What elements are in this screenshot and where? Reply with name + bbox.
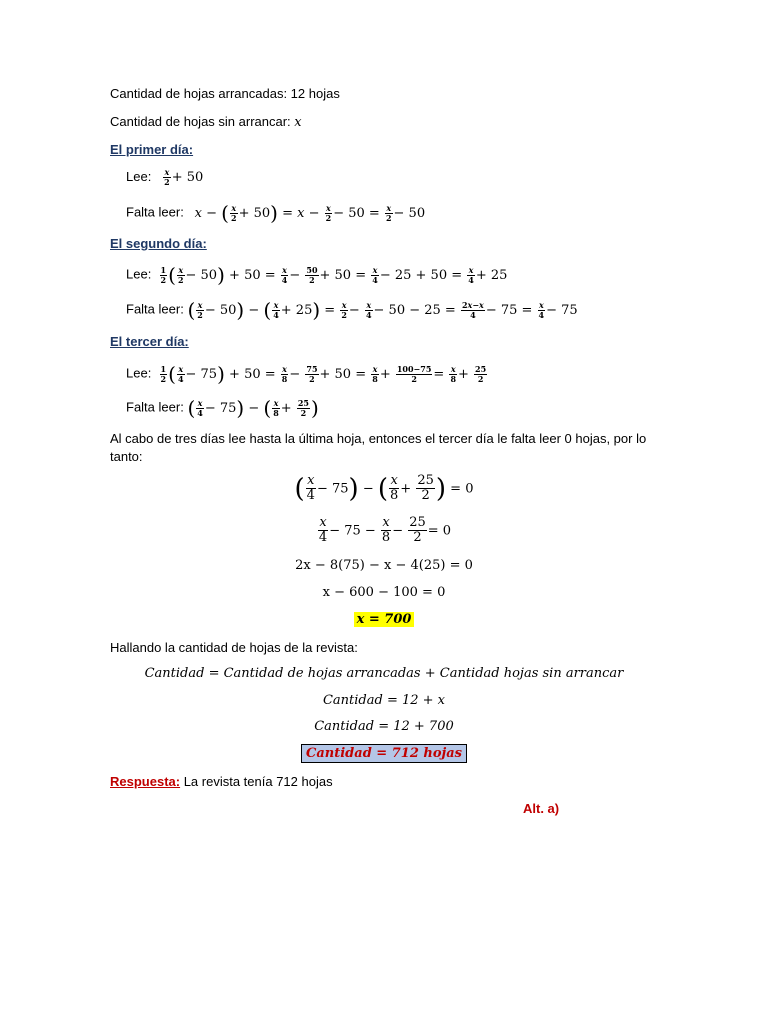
revista-intro: Hallando la cantidad de hojas de la revista: — [110, 640, 358, 655]
intro-line-2: Cantidad de hojas sin arrancar: x — [110, 114, 302, 130]
conclusion-line-1: Al cabo de tres días lee hasta la última hoja, entonces el tercer día le falta leer 0 hojas, por lo — [110, 431, 647, 446]
day2-read: Lee: $\frac{1}{2}$ ( $\frac{x}{2}$ − 50) + 50 = $\frac{x}{4}$ − $\frac{50}{2}$ + 50 = $\frac{x}{4}$ − 25 + 50 = $\frac{x}{4}$ + 25 — [126, 263, 508, 287]
conclusion-line-2: tanto: — [110, 449, 143, 464]
day1-missing: Falta leer: x − ( $\frac{x}{2}$ + 50) = x − $\frac{x}{2}$ − 50 = $\frac{x}{2}$ − 50 — [126, 201, 426, 225]
revista-eq-1: Cantidad = 12 + x — [322, 693, 446, 708]
revista-final — [0, 744, 768, 763]
day2-read-expr: $\frac{1}{2}$ ( $\frac{x}{2}$ − 50) + 50 = $\frac{x}{4}$ − $\frac{50}{2}$ + 50 = $\frac{x}{4}$ − 25 + 50 = $\frac{x}{4}$ + 25 — [160, 263, 508, 287]
day2-missing: Falta leer: ( $\frac{x}{2}$ − 50) − ( $\frac{x}{4}$ + 25) = $\frac{x}{2}$ − $\frac{x}{4}$ − 50 − 25 = $\frac{2x-x}{4}$ − 75 = $\frac{x}{4}$ − 75 — [126, 298, 578, 322]
answer-line — [110, 774, 333, 790]
var-x: x — [294, 115, 302, 130]
revista-eq-2: Cantidad = 12 + 700 — [314, 719, 454, 734]
day2-heading: El segundo día: — [110, 236, 207, 251]
solve-eq-3: 2x − 8(75) − x − 4(25) = 0 — [295, 558, 473, 573]
final-answer-box: Cantidad = 712 hojas — [301, 744, 467, 763]
day3-heading: El tercer día: — [110, 334, 189, 349]
day1-heading: El primer día: — [110, 142, 194, 157]
revista-formula: Cantidad = Cantidad de hojas arrancadas + Cantidad hojas sin arrancar — [144, 666, 624, 681]
day2-missing-expr: ( $\frac{x}{2}$ − 50) − ( $\frac{x}{4}$ + 25) = $\frac{x}{2}$ − $\frac{x}{4}$ − 50 − 25 = $\frac{2x-x}{4}$ − 75 = $\frac{x}{4}$ − 75 — [187, 298, 578, 322]
alternative-label: Alt. a) — [523, 801, 560, 816]
day3-read: Lee: $\frac{1}{2}$ ( $\frac{x}{4}$ − 75) + 50 = $\frac{x}{8}$ − $\frac{75}{2}$ + 50 = $\frac{x}{8}$ + $\frac{100-75}{2}$ = $\frac{x}{8}$ + $\frac{25}{2}$ — [126, 362, 487, 386]
solve-result — [0, 612, 768, 627]
solve-eq-1: ( $\frac{x}{4}$ − 75) − ( $\frac{x}{8}$ + $\frac{25}{2}$ ) = 0 — [294, 473, 474, 504]
intro-line-1: Cantidad de hojas arrancadas: 12 hojas — [110, 86, 340, 101]
day1-missing-expr: x − ( $\frac{x}{2}$ + 50) = x − $\frac{x}{2}$ − 50 = $\frac{x}{2}$ − 50 — [194, 201, 426, 225]
solve-eq-2: $\frac{x}{4}$ − 75 − $\frac{x}{8}$ − $\frac{25}{2}$ = 0 — [318, 515, 452, 546]
day1-read-expr: $\frac{x}{2}$ + 50 — [164, 167, 204, 187]
answer-label: Respuesta: — [110, 774, 181, 789]
solve-eq-4: x − 600 − 100 = 0 — [322, 585, 446, 600]
day3-read-expr: $\frac{1}{2}$ ( $\frac{x}{4}$ − 75) + 50 = $\frac{x}{8}$ − $\frac{75}{2}$ + 50 = $\frac{x}{8}$ + $\frac{100-75}{2}$ = $\frac{x}{8}$ + $\frac{25}{2}$ — [160, 362, 487, 386]
answer-text: La revista tenía 712 hojas — [180, 774, 333, 789]
day3-missing-expr: ( $\frac{x}{4}$ − 75) − ( $\frac{x}{8}$ + $\frac{25}{2}$ ) — [187, 396, 319, 420]
day1-read: Lee: $\frac{x}{2}$ + 50 — [126, 167, 204, 187]
result-highlight: x = 700 — [354, 612, 415, 627]
day3-missing: Falta leer: ( $\frac{x}{4}$ − 75) − ( $\frac{x}{8}$ + $\frac{25}{2}$ ) — [126, 396, 319, 420]
